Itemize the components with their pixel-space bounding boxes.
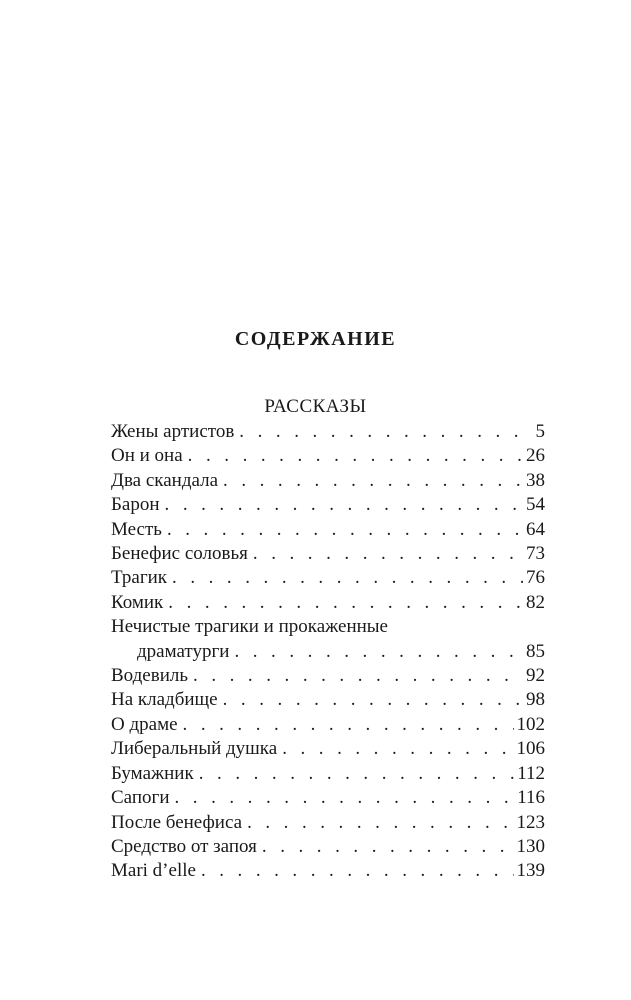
entry-title: После бенефиса — [111, 811, 243, 833]
toc-entry — [111, 444, 545, 468]
toc-entry — [111, 420, 545, 444]
toc-entry — [111, 493, 545, 517]
entry-title: Жены артистов — [111, 421, 235, 442]
entry-page-number: 5 — [535, 421, 545, 442]
dot-leader — [174, 786, 514, 810]
dot-leader — [172, 566, 523, 590]
entry-title: Барон — [111, 494, 160, 516]
entry-page-number: 123 — [516, 811, 545, 833]
toc-entry — [111, 591, 545, 615]
entry-page-number: 106 — [516, 738, 545, 760]
entry-page-number: 73 — [526, 543, 545, 565]
section-heading: РАССКАЗЫ — [264, 396, 367, 417]
toc-entry — [111, 835, 545, 859]
toc-entry — [111, 762, 545, 786]
dot-leader — [253, 542, 523, 566]
entry-page-number: 98 — [526, 689, 545, 711]
toc-entry — [111, 688, 545, 712]
entry-page-number: 26 — [526, 445, 545, 467]
entry-title: Бумажник — [111, 762, 194, 784]
toc-entry — [111, 713, 545, 737]
entry-title: Либеральный душка — [111, 738, 278, 760]
dot-leader — [247, 811, 513, 835]
toc-list — [111, 420, 545, 884]
entry-title: Водевиль — [111, 665, 189, 687]
dot-leader — [201, 859, 514, 883]
entry-page-number: 116 — [517, 787, 545, 809]
contents-heading: СОДЕРЖАНИЕ — [234, 328, 397, 350]
entry-page-number: 92 — [526, 665, 545, 687]
entry-title: Два скандала — [111, 469, 219, 491]
entry-title: На кладбище — [111, 689, 218, 711]
toc-entry — [111, 542, 545, 566]
entry-page-number: 76 — [526, 567, 545, 589]
entry-title: Mari d’elle — [111, 860, 196, 882]
entry-title: Комик — [111, 591, 164, 613]
dot-leader — [199, 762, 514, 786]
entry-title: Нечистые трагики и прокаженные — [111, 616, 388, 638]
dot-leader — [183, 713, 514, 737]
entry-title: Сапоги — [111, 787, 170, 809]
toc-entry — [111, 859, 545, 883]
entry-page-number: 64 — [526, 518, 545, 540]
entry-page-number: 130 — [516, 835, 545, 857]
toc-entry — [111, 469, 545, 493]
toc-entry-continuation — [111, 640, 545, 664]
entry-page-number: 85 — [526, 640, 545, 662]
toc-entry — [111, 811, 545, 835]
dot-leader — [234, 640, 523, 664]
toc-entry — [111, 518, 545, 542]
dot-leader — [223, 469, 523, 493]
entry-page-number: 82 — [526, 591, 545, 613]
toc-entry — [111, 786, 545, 810]
entry-page-number: 139 — [516, 860, 545, 882]
entry-title: Бенефис соловья — [111, 543, 248, 565]
entry-page-number: 112 — [517, 762, 545, 784]
dot-leader — [193, 664, 523, 688]
entry-title: Месть — [111, 518, 162, 540]
entry-page-number: 54 — [526, 494, 545, 516]
toc-entry — [111, 737, 545, 761]
toc-entry — [111, 566, 545, 590]
dot-leader — [188, 444, 523, 468]
entry-title: Средство от запоя — [111, 835, 257, 857]
entry-page-number: 102 — [516, 713, 545, 735]
dot-leader — [282, 737, 513, 761]
dot-leader — [168, 591, 523, 615]
dot-leader — [165, 493, 523, 517]
toc-entry-first-line — [111, 615, 545, 639]
entry-title: Трагик — [111, 567, 168, 589]
toc-entry — [111, 664, 545, 688]
entry-title: О драме — [111, 713, 178, 735]
dot-leader — [239, 420, 532, 444]
entry-page-number: 38 — [526, 469, 545, 491]
dot-leader — [223, 688, 523, 712]
entry-title-continuation: драматурги — [137, 640, 230, 662]
entry-title: Он и она — [111, 445, 183, 467]
dot-leader — [262, 835, 514, 859]
dot-leader — [167, 518, 523, 542]
